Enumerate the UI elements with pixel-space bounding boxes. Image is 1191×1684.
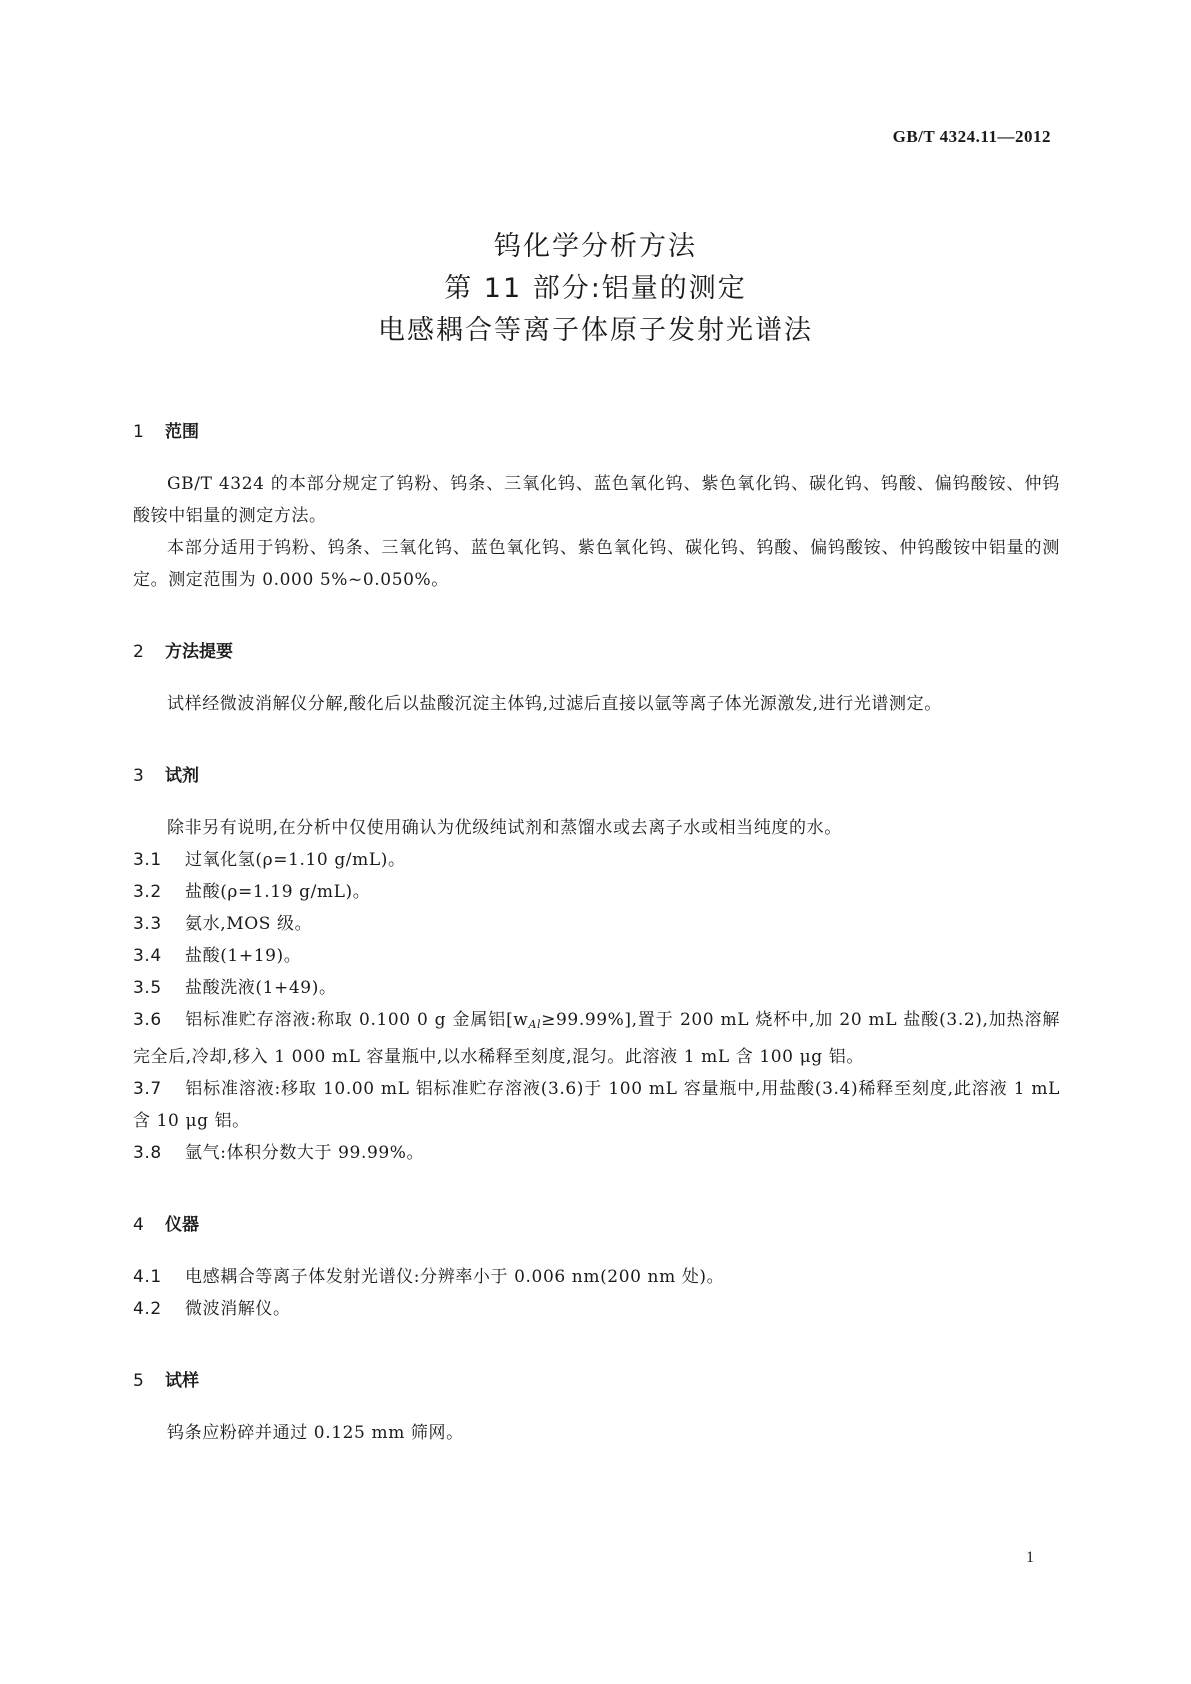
document-title xyxy=(0,226,1191,352)
standard-code: GB/T 4324.11—2012 xyxy=(892,127,1051,146)
item-3-7: 3.7 铝标准溶液:移取 10.00 mL 铝标准贮存溶液(3.6)于 100 mL 容量瓶中,用盐酸(3.4)稀释至刻度,此溶液 1 mL 含 10 μg 铝。 xyxy=(133,1079,1060,1131)
item-4-1: 4.1 电感耦合等离子体发射光谱仪:分辨率小于 0.006 nm(200 nm 处)。 xyxy=(133,1267,725,1287)
title-line-3: 电感耦合等离子体原子发射光谱法 xyxy=(378,315,813,346)
section-1-paragraph-1: GB/T 4324 的本部分规定了钨粉、钨条、三氧化钨、蓝色氧化钨、紫色氧化钨、碳化钨、钨酸、偏钨酸铵、仲钨酸铵中铝量的测定方法。 xyxy=(133,474,1060,526)
subscript-al: Al xyxy=(528,1018,542,1031)
section-2-paragraph-1: 试样经微波消解仪分解,酸化后以盐酸沉淀主体钨,过滤后直接以氩等离子体光源激发,进行光谱测定。 xyxy=(167,694,942,714)
item-3-3: 3.3 氨水,MOS 级。 xyxy=(133,914,313,934)
section-1-heading: 1 范围 xyxy=(133,422,199,442)
item-3-2: 3.2 盐酸(ρ=1.19 g/mL)。 xyxy=(133,882,371,902)
title-line-1: 钨化学分析方法 xyxy=(494,231,697,262)
section-5-paragraph-1: 钨条应粉碎并通过 0.125 mm 筛网。 xyxy=(167,1423,464,1443)
document-body xyxy=(133,416,1060,1449)
section-3-heading: 3 试剂 xyxy=(133,766,199,786)
item-3-5: 3.5 盐酸洗液(1+49)。 xyxy=(133,978,337,998)
section-3-paragraph-1: 除非另有说明,在分析中仅使用确认为优级纯试剂和蒸馏水或去离子水或相当纯度的水。 xyxy=(167,818,842,838)
section-4-heading: 4 仪器 xyxy=(133,1215,199,1235)
section-5-heading: 5 试样 xyxy=(133,1371,199,1391)
item-3-8: 3.8 氩气:体积分数大于 99.99%。 xyxy=(133,1143,425,1163)
page-number: 1 xyxy=(1026,1549,1034,1566)
item-3-6: 3.6 铝标准贮存溶液:称取 0.100 0 g 金属铝$[w_{Al}\ge 99.99\%]$,置于 200 mL 烧杯中,加 20 mL 盐酸(3.2),加热溶解完全后,冷却,移入 1 000 mL 容量瓶中,以水稀释至刻度,混匀。此溶液 1 mL 含 100 μg 铝。 xyxy=(133,1010,1060,1067)
item-4-2: 4.2 微波消解仪。 xyxy=(133,1299,291,1319)
section-2-heading: 2 方法提要 xyxy=(133,642,233,662)
item-3-4: 3.4 盐酸(1+19)。 xyxy=(133,946,302,966)
title-line-2: 第 11 部分:铝量的测定 xyxy=(444,273,747,304)
item-3-1: 3.1 过氧化氢(ρ=1.10 g/mL)。 xyxy=(133,850,406,870)
section-1-paragraph-2: 本部分适用于钨粉、钨条、三氧化钨、蓝色氧化钨、紫色氧化钨、碳化钨、钨酸、偏钨酸铵、仲钨酸铵中铝量的测定。测定范围为 0.000 5%~0.050%。 xyxy=(133,538,1060,590)
